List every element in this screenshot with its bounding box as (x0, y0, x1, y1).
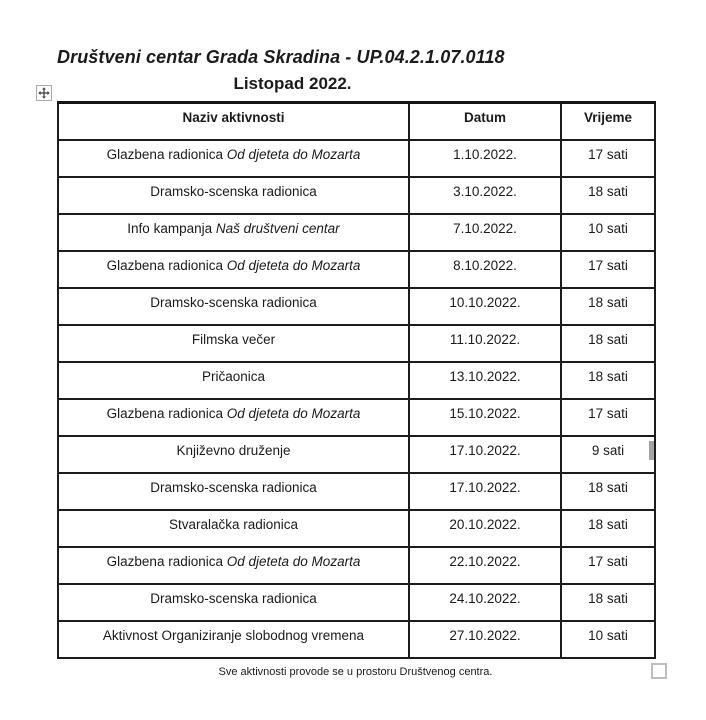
date-cell: 10.10.2022. (409, 288, 561, 325)
time-cell: 18 sati (561, 288, 655, 325)
header-row (58, 103, 655, 140)
activity-name: Dramsko-scenska radionica (150, 590, 317, 606)
time-cell: 17 sati (561, 547, 655, 584)
table-row (58, 621, 655, 658)
activity-cell (58, 325, 409, 362)
time-cell: 17 sati (561, 251, 655, 288)
time-cell: 10 sati (561, 621, 655, 658)
table-row (58, 214, 655, 251)
activity-name: Književno druženje (176, 442, 291, 458)
date-cell: 3.10.2022. (409, 177, 561, 214)
time-cell: 18 sati (561, 510, 655, 547)
activity-cell (58, 621, 409, 658)
time-cell: 9 sati (561, 436, 655, 473)
time-cell: 10 sati (561, 214, 655, 251)
activity-name: Glazbena radionica (106, 553, 223, 569)
column-header-naziv: Naziv aktivnosti (58, 103, 409, 140)
activity-name-italic: Od djeteta do Mozarta (226, 146, 361, 162)
time-cell: 18 sati (561, 584, 655, 621)
column-header-datum: Datum (409, 103, 561, 140)
activity-name: Filmska večer (191, 331, 276, 347)
activity-cell (58, 288, 409, 325)
activities-tbody (58, 140, 655, 659)
date-cell: 17.10.2022. (409, 473, 561, 510)
date-cell: 27.10.2022. (409, 621, 561, 658)
date-cell: 24.10.2022. (409, 584, 561, 621)
activity-name: Glazbena radionica (106, 405, 223, 421)
date-cell: 17.10.2022. (409, 436, 561, 473)
activity-name: Glazbena radionica (106, 257, 223, 273)
table-row (58, 436, 655, 473)
activity-cell (58, 473, 409, 510)
document-title: Društveni centar Grada Skradina - UP.04.2.1.07.0118 (57, 47, 505, 67)
time-cell: 18 sati (561, 473, 655, 510)
activity-name: Dramsko-scenska radionica (150, 294, 317, 310)
document-subtitle: Listopad 2022. (233, 74, 352, 93)
activity-cell (58, 436, 409, 473)
activity-cell (58, 140, 409, 177)
activity-name: Dramsko-scenska radionica (150, 183, 317, 199)
footnote: Sve aktivnosti provode se u prostoru Društvenog centra. (218, 666, 493, 678)
table-row (58, 177, 655, 214)
table-row (58, 288, 655, 325)
activities-table (57, 101, 656, 659)
time-cell: 18 sati (561, 362, 655, 399)
table-row (58, 140, 655, 177)
time-cell: 17 sati (561, 140, 655, 177)
time-cell: 17 sati (561, 399, 655, 436)
column-header-vrijeme: Vrijeme (561, 103, 655, 140)
activity-cell (58, 214, 409, 251)
table-row (58, 251, 655, 288)
table-row (58, 362, 655, 399)
date-cell: 8.10.2022. (409, 251, 561, 288)
activity-name-italic: Od djeteta do Mozarta (226, 405, 361, 421)
activity-cell (58, 510, 409, 547)
activity-name: Dramsko-scenska radionica (150, 479, 317, 495)
activity-name: Stvaralačka radionica (168, 516, 299, 532)
date-cell: 11.10.2022. (409, 325, 561, 362)
table-row (58, 325, 655, 362)
activity-name: Aktivnost Organiziranje slobodnog vremena (102, 627, 365, 643)
table-move-handle[interactable] (36, 85, 52, 101)
time-cell: 18 sati (561, 177, 655, 214)
activity-name: Pričaonica (201, 368, 266, 384)
activity-name: Info kampanja (127, 220, 213, 236)
date-cell: 1.10.2022. (409, 140, 561, 177)
right-edge-marker (649, 441, 654, 460)
activity-name: Glazbena radionica (106, 146, 223, 162)
date-cell: 13.10.2022. (409, 362, 561, 399)
activity-cell (58, 251, 409, 288)
activity-cell (58, 362, 409, 399)
table-row (58, 399, 655, 436)
move-icon (38, 87, 50, 99)
date-cell: 22.10.2022. (409, 547, 561, 584)
table-row (58, 584, 655, 621)
table-row (58, 473, 655, 510)
activities-table-wrapper (57, 101, 656, 659)
activity-cell (58, 177, 409, 214)
table-row (58, 510, 655, 547)
table-row (58, 547, 655, 584)
date-cell: 7.10.2022. (409, 214, 561, 251)
activity-cell (58, 584, 409, 621)
date-cell: 20.10.2022. (409, 510, 561, 547)
date-cell: 15.10.2022. (409, 399, 561, 436)
activity-name-italic: Naš društveni centar (215, 220, 340, 236)
activity-name-italic: Od djeteta do Mozarta (226, 257, 361, 273)
activity-cell (58, 547, 409, 584)
activity-name-italic: Od djeteta do Mozarta (226, 553, 361, 569)
time-cell: 18 sati (561, 325, 655, 362)
activity-cell (58, 399, 409, 436)
